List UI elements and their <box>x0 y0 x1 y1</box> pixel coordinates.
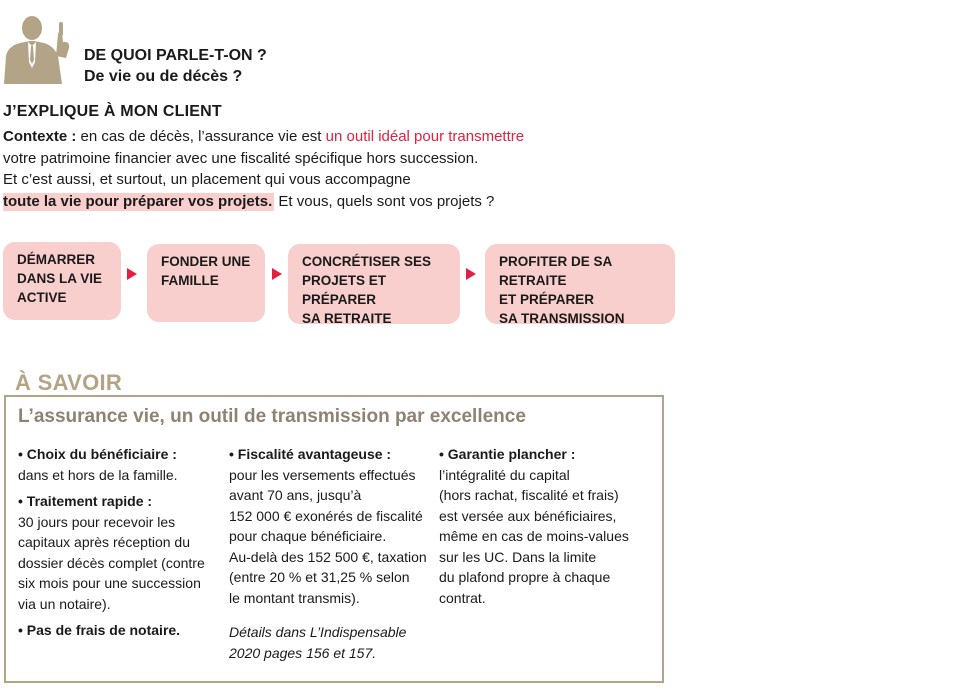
context-highlight: toute la vie pour préparer vos projets. <box>3 192 273 210</box>
details-note: 2020 pages 156 et 157. <box>229 644 377 661</box>
context-label: Contexte : <box>3 128 77 145</box>
beneficiary-text: dans et hors de la famille. <box>18 466 178 483</box>
floor-guarantee-line: même en cas de moins-values <box>439 528 629 544</box>
tax-line: pour les versements effectués <box>229 466 416 483</box>
tax-line: (entre 20 % et 31,25 % selon <box>229 569 410 585</box>
arrow-right-icon <box>466 268 476 280</box>
floor-guarantee-line: contrat. <box>439 589 486 606</box>
topic-question-title: DE QUOI PARLE-T-ON ? <box>84 47 267 64</box>
context-paragraph <box>3 126 623 212</box>
no-notary-fees-heading: • Pas de frais de notaire. <box>18 622 181 638</box>
fast-processing-line: capitaux après réception du <box>18 534 190 550</box>
context-accent: un outil idéal pour transmettre <box>325 128 525 145</box>
step-start-family <box>147 244 265 322</box>
tax-line: avant 70 ans, jusqu’à <box>229 487 362 503</box>
fast-processing-line: dossier décès complet (contre <box>18 554 205 571</box>
floor-guarantee-line: (hors rachat, fiscalité et frais) <box>439 487 619 503</box>
arrow-right-icon <box>272 268 282 280</box>
step-label: CONCRÉTISER SES PROJETS ET PRÉPARER SA RETRAITE <box>302 254 432 326</box>
context-line4: Et vous, quels sont vos projets ? <box>274 192 495 210</box>
savoir-subtitle: L’assurance vie, un outil de transmission par excellence <box>18 406 526 427</box>
fast-processing-line: six mois pour une succession <box>18 575 201 591</box>
fast-processing-line: 30 jours pour recevoir les <box>18 513 176 530</box>
topic-question <box>84 45 267 87</box>
tax-line: Au-delà des 152 500 €, taxation <box>229 548 427 565</box>
step-projects-retirement <box>288 244 460 324</box>
fast-processing-line: via un notaire). <box>18 595 111 612</box>
tax-line: pour chaque bénéficiaire. <box>229 528 387 544</box>
floor-guarantee-heading: • Garantie plancher : <box>439 446 576 462</box>
floor-guarantee-line: est versée aux bénéficiaires, <box>439 507 617 524</box>
fast-processing-heading: • Traitement rapide : <box>18 493 153 509</box>
context-line2: votre patrimoine financier avec une fiscalité spécifique hors succession. <box>3 149 479 167</box>
context-line3: Et c’est aussi, et surtout, un placement qui vous accompagne <box>3 171 411 188</box>
explain-title: J’EXPLIQUE À MON CLIENT <box>3 103 222 120</box>
tax-line: le montant transmis). <box>229 589 360 606</box>
step-start-active-life <box>3 242 121 320</box>
step-label: DÉMARRER DANS LA VIE ACTIVE <box>17 252 103 305</box>
savoir-column-2 <box>229 444 429 663</box>
context-line1: en cas de décès, l’assurance vie est <box>76 128 326 145</box>
topic-question-subtitle: De vie ou de décès ? <box>84 68 243 85</box>
tax-heading: • Fiscalité avantageuse : <box>229 446 392 462</box>
step-label: PROFITER DE SA RETRAITE ET PRÉPARER SA TRANSMISSION <box>499 254 625 326</box>
step-retirement-transmission <box>485 244 675 324</box>
businessman-icon <box>0 12 76 84</box>
arrow-right-icon <box>127 268 137 280</box>
beneficiary-heading: • Choix du bénéficiaire : <box>18 446 177 462</box>
step-label: FONDER UNE FAMILLE <box>161 254 251 288</box>
savoir-column-1 <box>18 444 218 641</box>
floor-guarantee-line: du plafond propre à chaque <box>439 569 611 585</box>
floor-guarantee-line: sur les UC. Dans la limite <box>439 548 597 565</box>
tax-line: 152 000 € exonérés de fiscalité <box>229 507 423 524</box>
floor-guarantee-line: l’intégralité du capital <box>439 466 570 483</box>
savoir-column-3 <box>439 444 649 608</box>
details-note: Détails dans L’Indispensable <box>229 624 407 640</box>
savoir-title: À SAVOIR <box>15 370 123 395</box>
